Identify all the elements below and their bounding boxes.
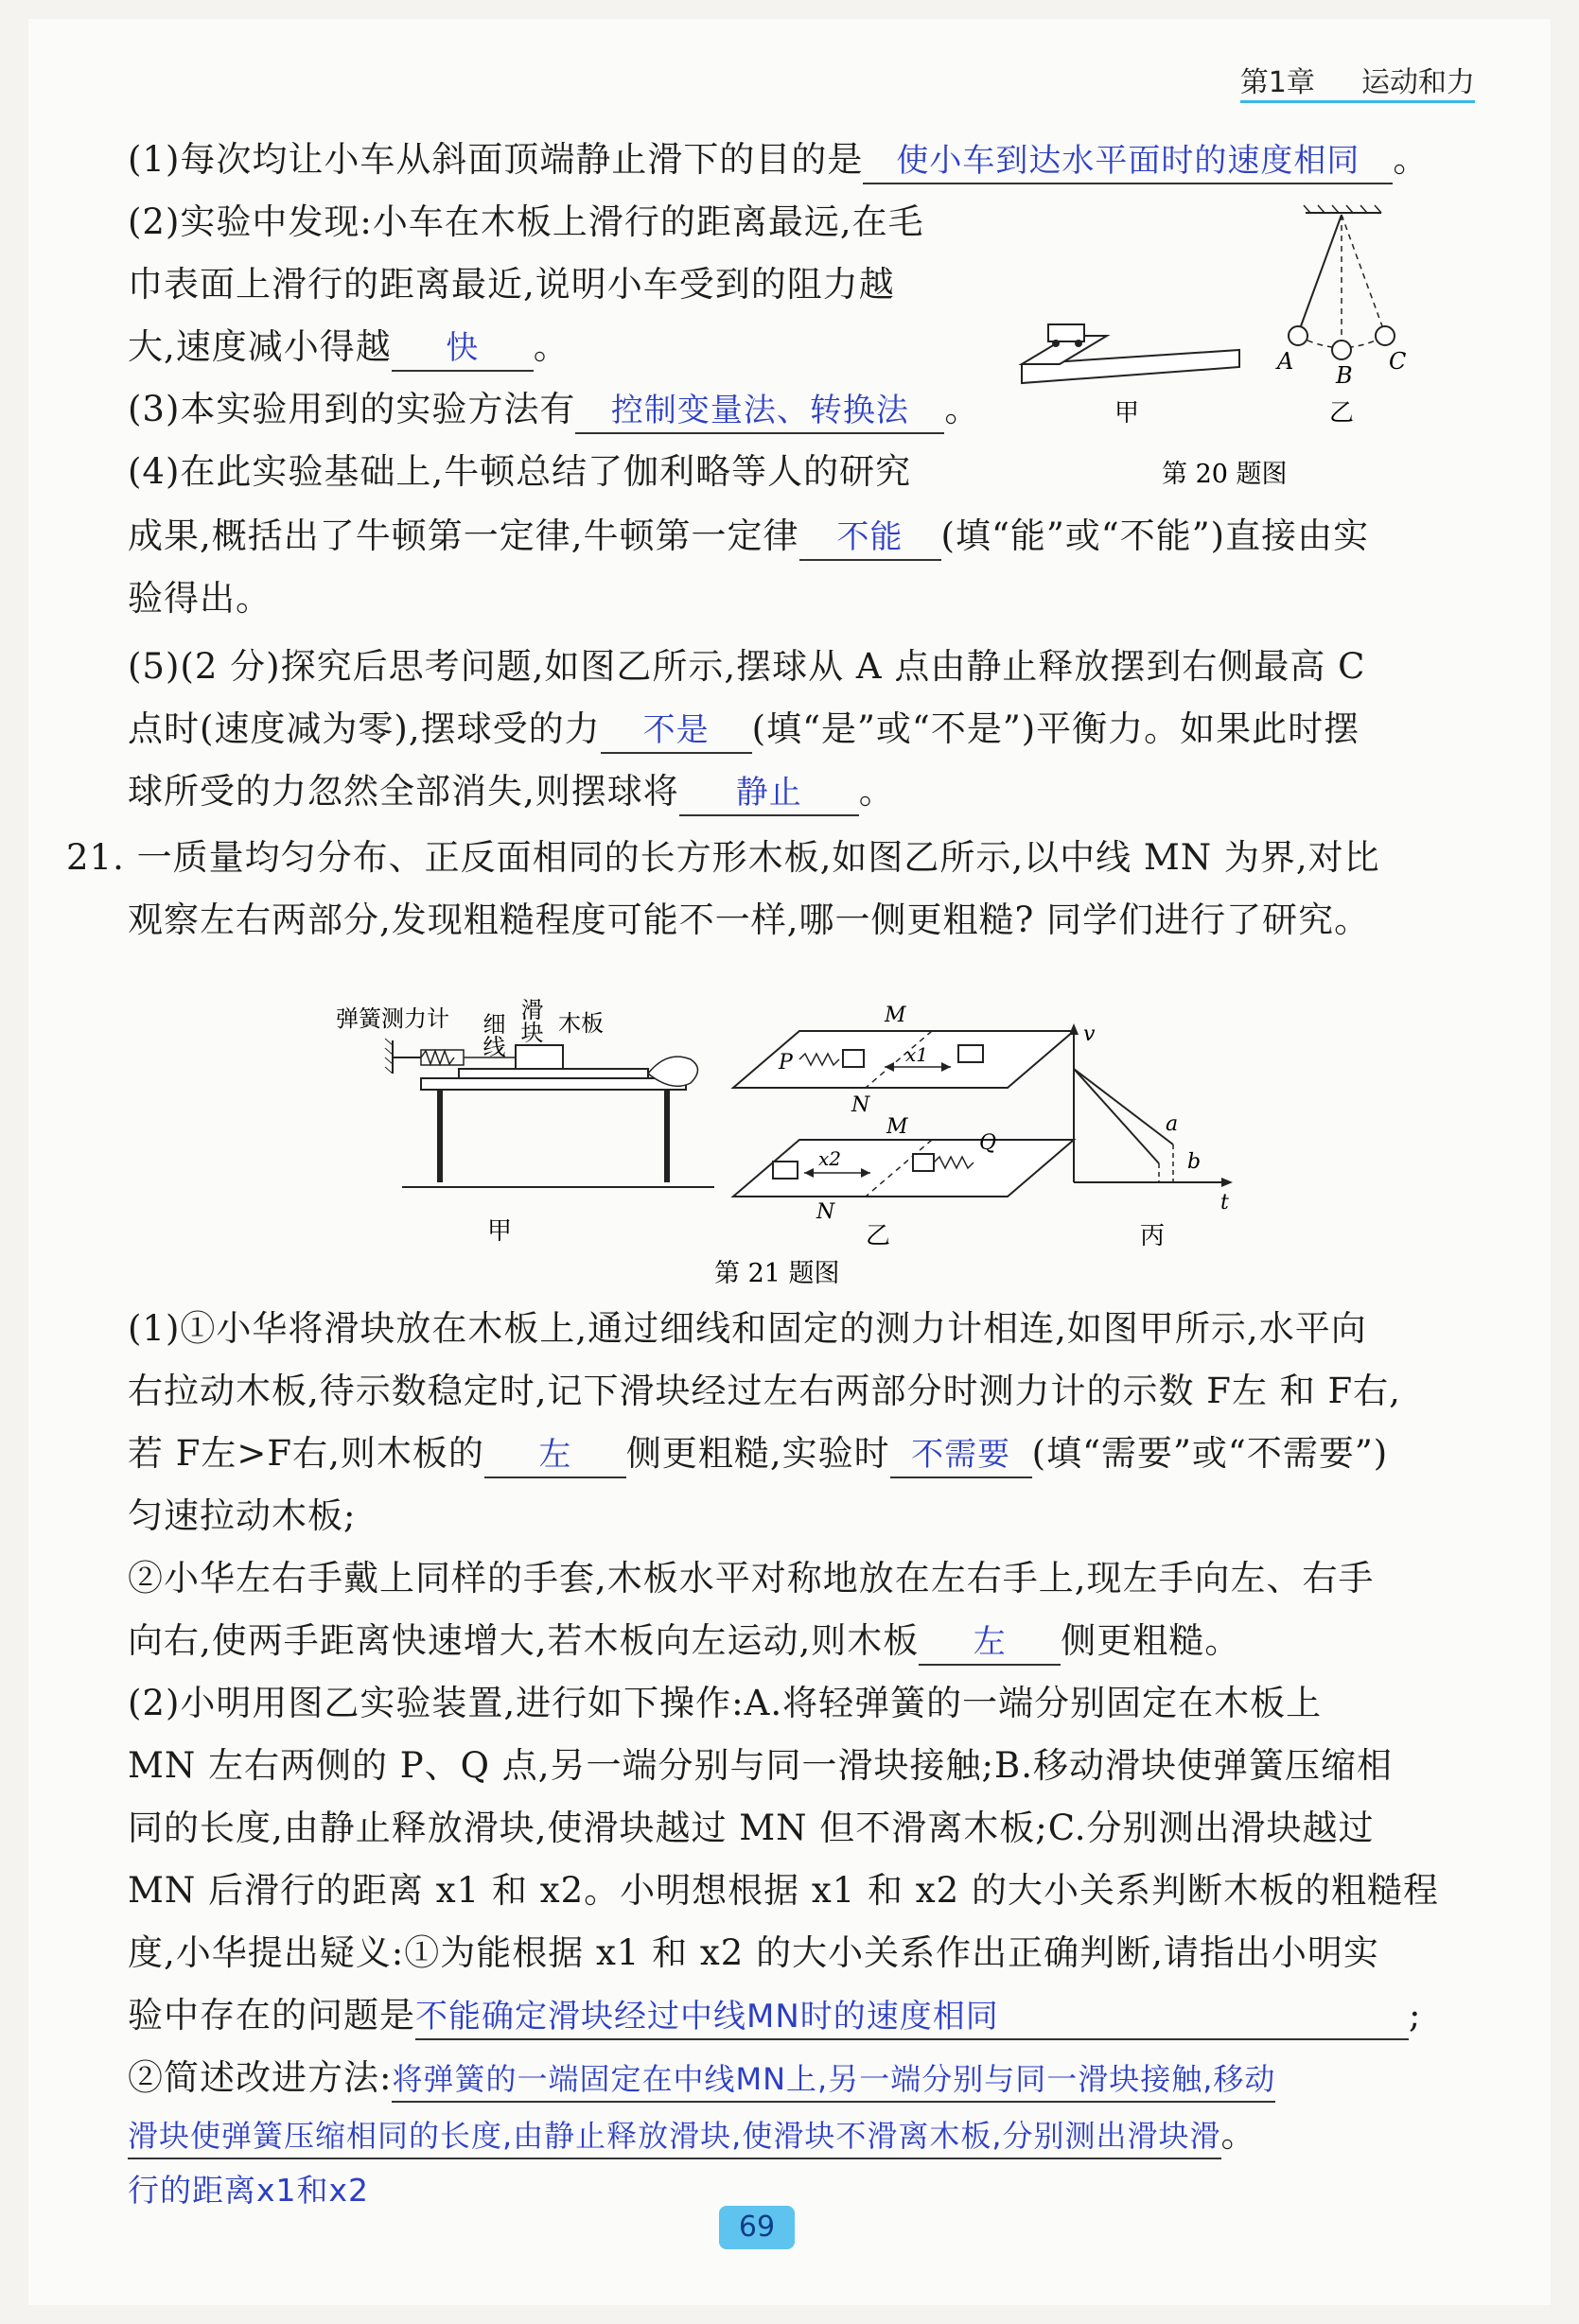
axis-t: t bbox=[1220, 1191, 1229, 1214]
answer-blank: 快 bbox=[392, 326, 534, 372]
q21-part1-line4: 匀速拉动木板; bbox=[128, 1495, 357, 1536]
q21-part2b-line3 bbox=[128, 2166, 369, 2214]
answer-text: 滑块使弹簧压缩相同的长度,由静止释放滑块,使滑块不滑离木板,分别测出滑块滑 bbox=[128, 2114, 1221, 2159]
label-board: 木板 bbox=[558, 1010, 604, 1037]
label-block: 滑块 bbox=[517, 998, 543, 1043]
chapter-header bbox=[1240, 59, 1475, 100]
line-a: a bbox=[1166, 1112, 1179, 1136]
q21-part2-line6: 验中存在的问题是不能确定滑块经过中线MN时的速度相同 ; bbox=[128, 1992, 1421, 2040]
q21-part2-line2: MN 左右两侧的 P、Q 点,另一端分别与同一滑块接触;B.移动滑块使弹簧压缩相 bbox=[128, 1745, 1393, 1786]
label-x2: x2 bbox=[818, 1147, 842, 1170]
cart-ramp-diagram bbox=[1022, 324, 1239, 383]
q21-part2-line4: MN 后滑行的距离 x1 和 x2。小明想根据 x1 和 x2 的大小关系判断木板的粗糙程 bbox=[128, 1870, 1439, 1911]
fig21-label-yi: 乙 bbox=[866, 1222, 891, 1250]
q21-intro-line1: 21. 一质量均匀分布、正反面相同的长方形木板,如图乙所示,以中线 MN 为界,对比 bbox=[66, 837, 1380, 878]
chapter-title: 运动和力 bbox=[1361, 66, 1475, 99]
pendulum-diagram bbox=[1289, 205, 1395, 359]
answer-blank: 使小车到达水平面时的速度相同 bbox=[863, 139, 1393, 184]
answer-text: 将弹簧的一端固定在中线MN上,另一端分别与同一滑块接触,移动 bbox=[392, 2057, 1275, 2103]
label-n-top: N bbox=[851, 1093, 870, 1117]
q20-part2-line1: (2)实验中发现:小车在木板上滑行的距离最远,在毛 bbox=[128, 201, 924, 242]
q20-part2-line2: 巾表面上滑行的距离最近,说明小车受到的阻力越 bbox=[128, 264, 895, 305]
answer-blank: 静止 bbox=[679, 771, 859, 816]
q20-part5-line1: (5)(2 分)探究后思考问题,如图乙所示,摆球从 A 点由静止释放摆到右侧最高 C bbox=[128, 646, 1366, 687]
q20-part5-line3: 球所受的力忽然全部消失,则摆球将 静止 。 bbox=[128, 768, 895, 816]
q20-part5-line2: 点时(速度减为零),摆球受的力 不是 (填“是”或“不是”)平衡力。如果此时摆 bbox=[128, 706, 1360, 754]
header-rule bbox=[1240, 100, 1475, 103]
label-spring-meter: 弹簧测力计 bbox=[336, 1005, 449, 1032]
label-n-bottom: N bbox=[816, 1200, 835, 1224]
q21-part2-line3: 同的长度,由静止释放滑块,使滑块越过 MN 但不滑离木板;C.分别测出滑块越过 bbox=[128, 1808, 1375, 1848]
q21-part1b-line2: 向右,使两手距离快速增大,若木板向左运动,则木板 左 侧更粗糙。 bbox=[128, 1617, 1240, 1666]
label-x1: x1 bbox=[905, 1043, 929, 1066]
figure-21 bbox=[326, 955, 1254, 1291]
figure-20 bbox=[1003, 194, 1457, 506]
answer-blank: 不需要 bbox=[890, 1433, 1032, 1478]
line-b: b bbox=[1187, 1150, 1202, 1174]
q20-part4-line2: 成果,概括出了牛顿第一定律,牛顿第一定律 不能 (填“能”或“不能”)直接由实 bbox=[128, 513, 1369, 561]
answer-blank: 左 bbox=[919, 1620, 1061, 1666]
fig21-caption: 第 21 题图 bbox=[714, 1259, 840, 1288]
q21-part2b-line2: 滑块使弹簧压缩相同的长度,由静止释放滑块,使滑块不滑离木板,分别测出滑块滑。 bbox=[128, 2111, 1257, 2159]
q21-intro-line2: 观察左右两部分,发现粗糙程度可能不一样,哪一侧更粗糙? 同学们进行了研究。 bbox=[128, 900, 1371, 940]
q21-part2-line1: (2)小明用图乙实验装置,进行如下操作:A.将轻弹簧的一端分别固定在木板上 bbox=[128, 1683, 1323, 1723]
answer-blank: 控制变量法、转换法 bbox=[575, 389, 944, 434]
chapter-number: 第1章 bbox=[1239, 66, 1315, 99]
label-m-bottom: M bbox=[886, 1115, 908, 1139]
axis-v: v bbox=[1083, 1022, 1096, 1046]
fig21-label-bing: 丙 bbox=[1140, 1222, 1166, 1250]
cart bbox=[1048, 324, 1084, 341]
fig21-bing-vt-graph bbox=[1069, 1023, 1233, 1187]
q21-part1-line1: (1)①小华将滑块放在木板上,通过细线和固定的测力计相连,如图甲所示,水平向 bbox=[128, 1308, 1367, 1349]
point-c: C bbox=[1389, 348, 1407, 375]
answer-blank: 不是 bbox=[601, 708, 752, 754]
fig21-jia-apparatus bbox=[385, 1039, 714, 1187]
page-number: 69 bbox=[719, 2206, 795, 2249]
q21-part1b-line1: ②小华左右手戴上同样的手套,木板水平对称地放在左右手上,现左手向左、右手 bbox=[128, 1558, 1375, 1599]
fig21-label-jia: 甲 bbox=[487, 1217, 513, 1246]
fig20-label-yi: 乙 bbox=[1329, 399, 1355, 428]
fig20-label-jia: 甲 bbox=[1114, 399, 1140, 428]
q21-part2-line5: 度,小华提出疑义:①为能根据 x1 和 x2 的大小关系作出正确判断,请指出小明实 bbox=[128, 1932, 1379, 1973]
q21-part1-line3: 若 F左>F右,则木板的 左 侧更粗糙,实验时 不需要 (填“需要”或“不需要”) bbox=[128, 1430, 1388, 1478]
q21-part1-line2: 右拉动木板,待示数稳定时,记下滑块经过左右两部分时测力计的示数 F左 和 F右, bbox=[128, 1371, 1401, 1411]
q20-part2-line3: 大,速度减小得越 快 。 bbox=[128, 323, 570, 372]
q21-part2b-line1: ②简述改进方法:将弹簧的一端固定在中线MN上,另一端分别与同一滑块接触,移动 bbox=[128, 2054, 1275, 2103]
fig20-caption: 第 20 题图 bbox=[1162, 460, 1288, 489]
label-m-top: M bbox=[885, 1004, 906, 1027]
answer-blank: 左 bbox=[484, 1433, 626, 1478]
point-a: A bbox=[1277, 348, 1294, 375]
q20-part1: (1)每次均让小车从斜面顶端静止滑下的目的是 使小车到达水平面时的速度相同 。 bbox=[128, 136, 1429, 184]
q20-part3: (3)本实验用到的实验方法有 控制变量法、转换法 。 bbox=[128, 386, 980, 434]
answer-blank: 不能 bbox=[799, 515, 941, 561]
label-thread: 细线 bbox=[479, 1012, 505, 1057]
q20-part4-line1: (4)在此实验基础上,牛顿总结了伽利略等人的研究 bbox=[128, 451, 912, 492]
point-b: B bbox=[1336, 362, 1353, 389]
q20-part4-line3: 验得出。 bbox=[128, 578, 272, 619]
answer-text: 行的距离x1和x2 bbox=[128, 2172, 370, 2209]
label-p: P bbox=[779, 1051, 793, 1075]
answer-blank: 不能确定滑块经过中线MN时的速度相同 bbox=[415, 1995, 1409, 2040]
label-q: Q bbox=[979, 1131, 997, 1155]
